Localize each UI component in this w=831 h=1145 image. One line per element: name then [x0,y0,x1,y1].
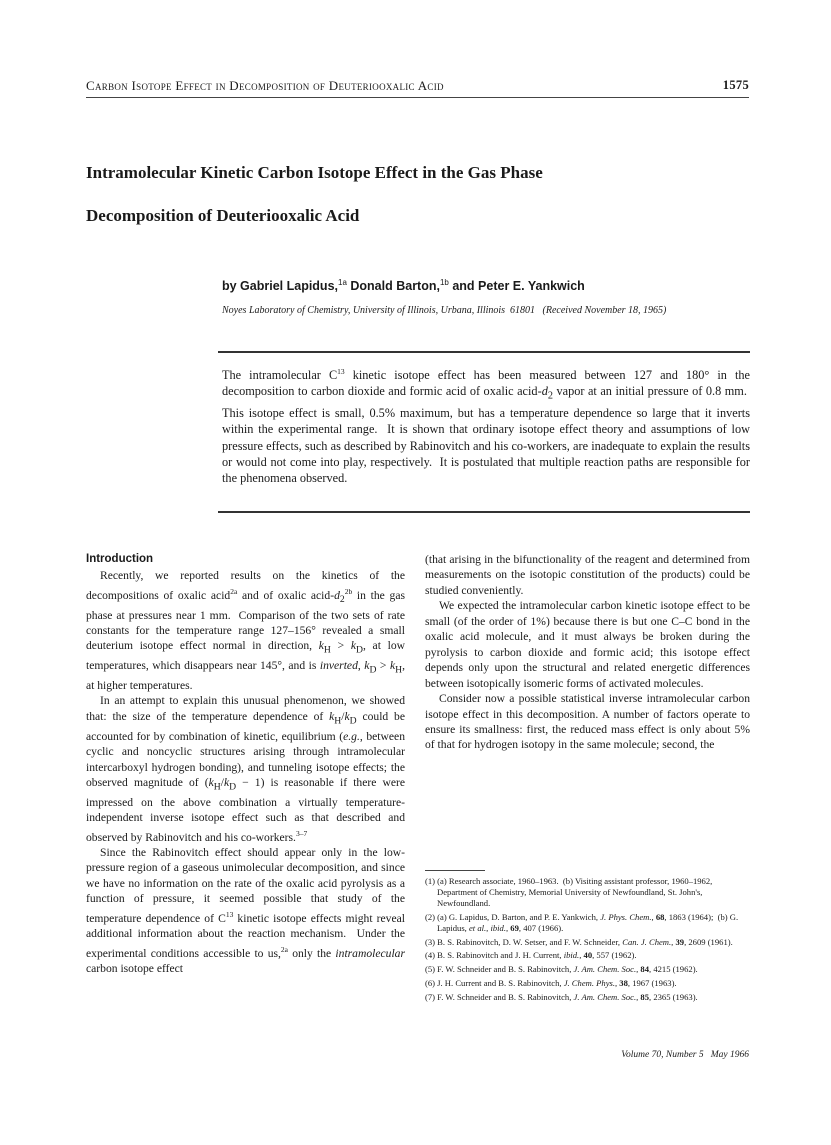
intro-paragraph-5: Consider now a possible statistical inverse intramolecular carbon isotope effect in this decomposition. A number of factors operate to ensure its smallness: first, the reduced mass effect is only about 5% of that for hydrogen isotopy in the same molecule; second, the [425,692,750,752]
author-2-note: 1b [439,278,449,287]
abstract-rule-top [218,351,750,353]
journal-issue-footer: Volume 70, Number 5 May 1966 [621,1050,749,1060]
header-rule [86,97,749,98]
author-1-note: 1a [338,278,347,287]
footnote-item: (3) B. S. Rabinovitch, D. W. Setser, and F. W. Schneider, Can. J. Chem., 39, 2609 (1961). [425,936,733,947]
column-left [86,552,405,976]
author-1: by Gabriel Lapidus, [222,279,338,294]
author-2: Donald Barton, [346,279,440,294]
author-list [222,278,585,293]
intro-paragraph-3-continued: (that arising in the bifunctionality of the reagent and determined from measurements on the isotopic constitution of the products) could be studied conveniently. [425,553,750,597]
footnotes [425,876,750,1006]
abstract: The intramolecular $C^{13}$ kinetic isotope effect has been measured between 127 and 180° in the decomposition to carbon dioxide and formic acid of oxalic acid-$d_2$ vapor at an initial pressure of 0.8 mm. This isotope effect is small, 0.5% maximum, but has a temperature dependence so large that it inverts within the experimental range. It is shown that ordinary isotope effect theory and assumptions of low pressure effects, such as described by Rabinovitch and his co-workers, are inadequate to explain the results or would not come into play, respectively. It is postulated that multiple reaction paths are responsible for the phenomena observed. [222,367,750,486]
article-title-line-2: Decomposition of Deuteriooxalic Acid [86,206,360,225]
intro-paragraph-1: Recently, we reported results on the kinetics of the decompositions of oxalic acid$^{2a}$ and of oxalic acid-$d_2^{2b}$ in the gas phase at pressures near 1 mm. Comparison of the two sets of rate constants for the temperature range 127–156° revealed a small deuterium isotope effect normal in direction, $k_H > k_D$, at low temperatures, which disappears near 145°, and is inverted, $k_D > k_H$, at higher temperatures. [86,569,406,692]
author-3: and Peter E. Yankwich [448,279,585,294]
intro-paragraph-3: Since the Rabinovitch effect should appear only in the low-pressure region of a gaseous unimolecular decomposition, and since we have no information on the rate of the oxalic acid pyrolysis as a function of pressure, it seemed possible that study of the temperature dependence of $C^{13}$ kinetic isotope effects might reveal additional information about the reaction mechanism. Under the experimental conditions accessible to us,$^{2a}$ only the intramolecular carbon isotope effect [86,845,405,975]
footnote-item: (5) F. W. Schneider and B. S. Rabinovitch, J. Am. Chem. Soc., 84, 4215 (1962). [425,964,698,975]
page-number: 1575 [722,78,749,92]
intro-paragraph-4: We expected the intramolecular carbon kinetic isotope effect to be small (of the order of 1%) because there is but one C–C bond in the oxalic acid molecule, and it must always be broken during the pyrolysis to carbon dioxide and formic acid; this isotope effect depends only upon the structural and related energetic differences between isotopically isomeric forms of activated molecules. [425,599,750,690]
footnote-rule [425,870,485,871]
running-head [86,78,749,94]
footnote-item: (2) (a) G. Lapidus, D. Barton, and P. E. Yankwich, J. Phys. Chem., 68, 1863 (1964); (b) G. Lapidus, et al., ibid., 69, 407 (1966). [425,911,739,933]
footnote-item: (6) J. H. Current and B. S. Rabinovitch, J. Chem. Phys., 38, 1967 (1963). [425,978,677,989]
column-right [425,552,750,753]
affiliation: Noyes Laboratory of Chemistry, University of Illinois, Urbana, Illinois 61801 (Received November 18, 1965) [222,305,667,316]
abstract-rule-bottom [218,511,750,513]
running-head-title: Carbon Isotope Effect in Decomposition of Deuteriooxalic Acid [86,78,444,93]
footnote-item: (7) F. W. Schneider and B. S. Rabinovitch, J. Am. Chem. Soc., 85, 2365 (1963). [425,992,698,1003]
footnote-item: (4) B. S. Rabinovitch and J. H. Current, ibid., 40, 557 (1962). [425,950,637,961]
article-title-line-1: Intramolecular Kinetic Carbon Isotope Effect in the Gas Phase [86,163,543,182]
section-heading-introduction: Introduction [86,553,154,565]
footnote-item: (1) (a) Research associate, 1960–1963. (b) Visiting assistant professor, 1960–1962, Department of Chemistry, Memorial University of Newfoundland, St. John's, Newfoundland. [425,876,713,908]
intro-paragraph-2: In an attempt to explain this unusual phenomenon, we showed that: the size of the temperature dependence of $k_H/k_D$ could be accounted for by combination of kinetic, equilibrium (e.g., between cyclic and noncyclic structures arising through intramolecular intercarboxyl hydrogen bonding), and tunneling isotope effects; the observed magnitude of $(k_H/k_D - 1)$ is reasonable if there were impressed on the above combination a virtually temperature-independent inverse isotope effect such as that described and observed by Rabinovitch and his co-workers.$^{3-7}$ [86,694,405,844]
